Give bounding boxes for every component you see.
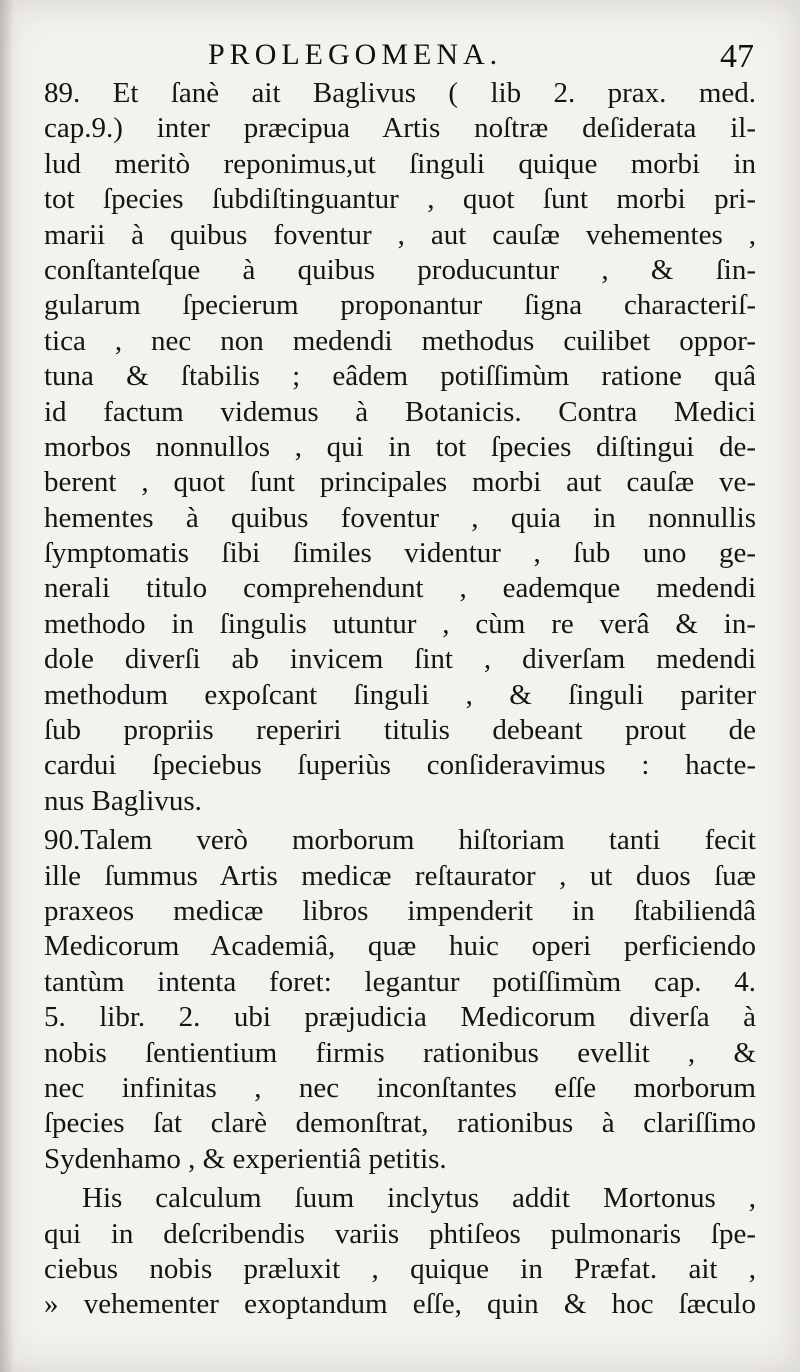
text-line: methodo in ſingulis utuntur , cùm re verâ & in- <box>44 607 756 640</box>
text-line: His calculum ſuum inclytus addit Mortonus , <box>82 1182 756 1215</box>
text-line: Medicorum Academiâ, quæ huic operi perficiendo <box>44 930 756 963</box>
text-line: marii à quibus foventur , aut cauſæ vehementes , <box>44 218 756 251</box>
text-line: dole diverſi ab invicem ſint , diverſam medendi <box>44 643 756 676</box>
text-line: tantùm intenta foret: legantur potiſſimùm cap. 4. <box>44 965 756 998</box>
running-title: PROLEGOMENA. <box>208 38 503 71</box>
text-line: morbos nonnullos , qui in tot ſpecies diſtingui de- <box>44 430 756 463</box>
body-text <box>44 76 756 1323</box>
text-line: 90.Talem verò morborum hiſtoriam tanti fecit <box>44 824 756 857</box>
text-line: » vehementer exoptandum eſſe, quin & hoc ſæculo <box>44 1288 756 1321</box>
paragraph-90 <box>44 823 756 1177</box>
paragraph-89 <box>44 76 756 819</box>
text-line: nerali titulo comprehendunt , eademque medendi <box>44 572 756 605</box>
text-line: ciebus nobis præluxit , quique in Præfat. ait , <box>44 1252 756 1285</box>
text-line: id factum videmus à Botanicis. Contra Medici <box>44 395 756 428</box>
text-line: berent , quot ſunt principales morbi aut cauſæ ve- <box>44 466 756 499</box>
text-line: conſtanteſque à quibus producuntur , & ſin- <box>44 253 756 286</box>
text-line: ſymptomatis ſibi ſimiles videntur , ſub uno ge- <box>44 537 756 570</box>
text-line: qui in deſcribendis variis phtiſeos pulmonaris ſpe- <box>44 1217 756 1250</box>
text-line: gularum ſpecierum proponantur ſigna characteriſ- <box>44 289 756 322</box>
text-line: methodum expoſcant ſinguli , & ſinguli pariter <box>44 678 756 711</box>
text-line: ille ſummus Artis medicæ reſtaurator , ut duos ſuæ <box>44 859 756 892</box>
text-line: nus Baglivus. <box>44 784 202 817</box>
text-line: ſpecies ſat clarè demonſtrat, rationibus à clariſſimo <box>44 1107 756 1140</box>
text-line: ſub propriis reperiri titulis debeant prout de <box>44 714 756 747</box>
paragraph-mortonus <box>44 1181 756 1323</box>
text-line: nec infinitas , nec inconſtantes eſſe morborum <box>44 1071 756 1104</box>
text-line: hementes à quibus foventur , quia in nonnullis <box>44 501 756 534</box>
text-line: tuna & ſtabilis ; eâdem potiſſimùm ratione quâ <box>44 360 756 393</box>
text-line: Sydenhamo , & experientiâ petitis. <box>44 1142 447 1175</box>
text-line: 89. Et ſanè ait Baglivus ( lib 2. prax. med. <box>44 77 756 109</box>
text-line: tot ſpecies ſubdiſtinguantur , quot ſunt morbi pri- <box>44 183 756 216</box>
text-line: praxeos medicæ libros impenderit in ſtabiliendâ <box>44 894 756 927</box>
text-line: cap.9.) inter præcipua Artis noſtræ deſiderata il- <box>44 112 756 145</box>
text-line: nobis ſentientium firmis rationibus evellit , & <box>44 1036 756 1069</box>
text-line: tica , nec non medendi methodus cuilibet oppor- <box>44 324 756 357</box>
text-line: lud meritò reponimus,ut ſinguli quique morbi in <box>44 147 756 180</box>
page-number: 47 <box>720 38 754 75</box>
text-line: cardui ſpeciebus ſuperiùs conſideravimus : hacte- <box>44 749 756 782</box>
text-line: 5. libr. 2. ubi præjudicia Medicorum diverſa à <box>44 1001 756 1034</box>
